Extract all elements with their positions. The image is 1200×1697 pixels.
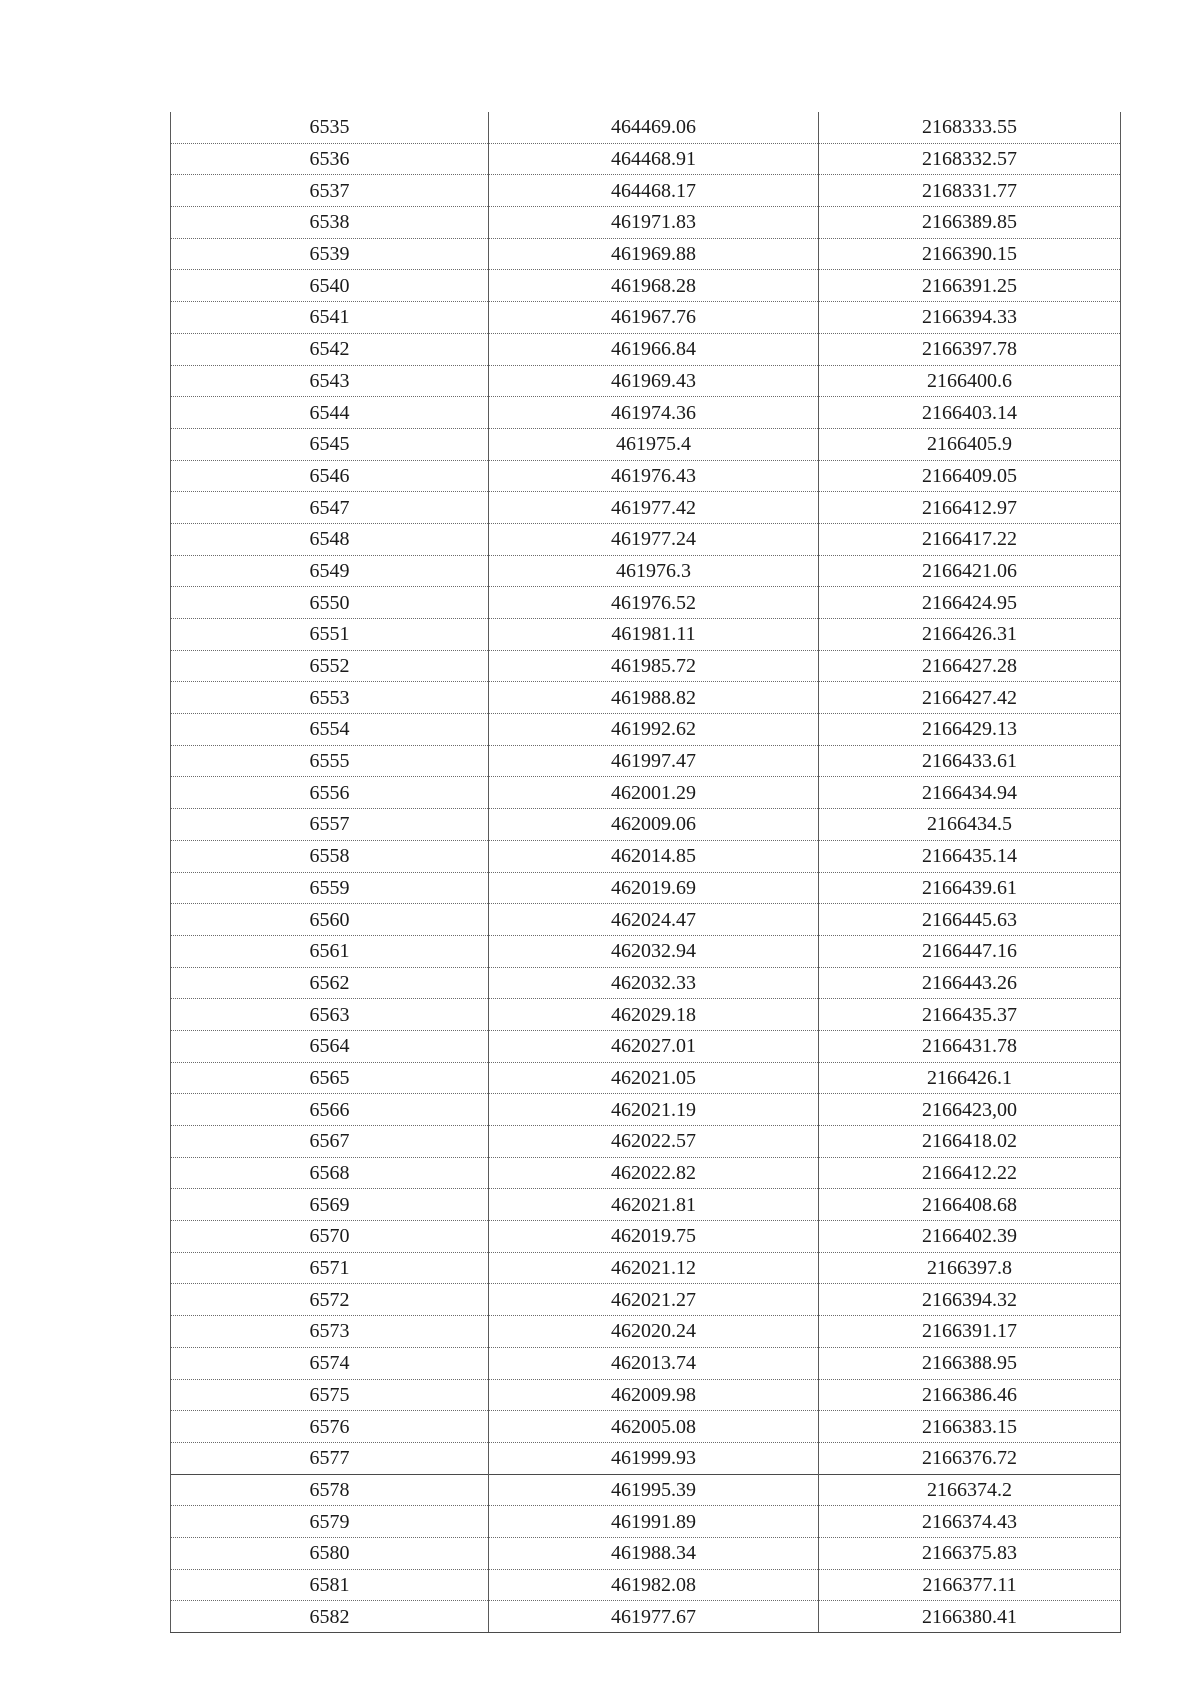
y-coordinate-cell: 2166443.26 [819, 967, 1121, 999]
table-row [171, 904, 1121, 936]
x-coordinate-cell: 462019.75 [489, 1221, 819, 1253]
y-coordinate-cell: 2168331.77 [819, 175, 1121, 207]
table-row [171, 175, 1121, 207]
y-coordinate-cell: 2166380.41 [819, 1601, 1121, 1633]
point-number-cell: 6550 [171, 587, 489, 619]
x-coordinate-cell: 461977.67 [489, 1601, 819, 1633]
table-row [171, 999, 1121, 1031]
y-coordinate-cell: 2166434.5 [819, 809, 1121, 841]
x-coordinate-cell: 464468.91 [489, 143, 819, 175]
point-number-cell: 6556 [171, 777, 489, 809]
point-number-cell: 6569 [171, 1189, 489, 1221]
y-coordinate-cell: 2166391.25 [819, 270, 1121, 302]
x-coordinate-cell: 461988.82 [489, 682, 819, 714]
y-coordinate-cell: 2166435.14 [819, 840, 1121, 872]
point-number-cell: 6571 [171, 1252, 489, 1284]
x-coordinate-cell: 462027.01 [489, 1030, 819, 1062]
table-row [171, 333, 1121, 365]
x-coordinate-cell: 462001.29 [489, 777, 819, 809]
y-coordinate-cell: 2166435.37 [819, 999, 1121, 1031]
y-coordinate-cell: 2166427.42 [819, 682, 1121, 714]
x-coordinate-cell: 461967.76 [489, 302, 819, 334]
x-coordinate-cell: 461968.28 [489, 270, 819, 302]
y-coordinate-cell: 2168332.57 [819, 143, 1121, 175]
point-number-cell: 6568 [171, 1157, 489, 1189]
x-coordinate-cell: 462014.85 [489, 840, 819, 872]
point-number-cell: 6548 [171, 523, 489, 555]
x-coordinate-cell: 461988.34 [489, 1537, 819, 1569]
y-coordinate-cell: 2166374.43 [819, 1506, 1121, 1538]
table-row [171, 1189, 1121, 1221]
x-coordinate-cell: 462024.47 [489, 904, 819, 936]
x-coordinate-cell: 461969.88 [489, 238, 819, 270]
table-row [171, 302, 1121, 334]
point-number-cell: 6565 [171, 1062, 489, 1094]
point-number-cell: 6545 [171, 428, 489, 460]
y-coordinate-cell: 2166439.61 [819, 872, 1121, 904]
x-coordinate-cell: 462021.19 [489, 1094, 819, 1126]
point-number-cell: 6581 [171, 1569, 489, 1601]
y-coordinate-cell: 2166445.63 [819, 904, 1121, 936]
point-number-cell: 6555 [171, 745, 489, 777]
point-number-cell: 6579 [171, 1506, 489, 1538]
x-coordinate-cell: 464468.17 [489, 175, 819, 207]
point-number-cell: 6570 [171, 1221, 489, 1253]
x-coordinate-cell: 461971.83 [489, 207, 819, 239]
y-coordinate-cell: 2166388.95 [819, 1347, 1121, 1379]
x-coordinate-cell: 461974.36 [489, 397, 819, 429]
y-coordinate-cell: 2166377.11 [819, 1569, 1121, 1601]
table-row [171, 1347, 1121, 1379]
x-coordinate-cell: 462032.94 [489, 935, 819, 967]
y-coordinate-cell: 2166417.22 [819, 523, 1121, 555]
point-number-cell: 6535 [171, 112, 489, 143]
x-coordinate-cell: 461976.52 [489, 587, 819, 619]
table-row [171, 1316, 1121, 1348]
x-coordinate-cell: 462029.18 [489, 999, 819, 1031]
x-coordinate-cell: 461977.24 [489, 523, 819, 555]
table-row [171, 1442, 1121, 1474]
point-number-cell: 6567 [171, 1126, 489, 1158]
y-coordinate-cell: 2166424.95 [819, 587, 1121, 619]
table-row [171, 1601, 1121, 1633]
table-row [171, 840, 1121, 872]
y-coordinate-cell: 2166427.28 [819, 650, 1121, 682]
x-coordinate-cell: 462021.12 [489, 1252, 819, 1284]
x-coordinate-cell: 462009.98 [489, 1379, 819, 1411]
x-coordinate-cell: 461982.08 [489, 1569, 819, 1601]
point-number-cell: 6557 [171, 809, 489, 841]
x-coordinate-cell: 462019.69 [489, 872, 819, 904]
y-coordinate-cell: 2166434.94 [819, 777, 1121, 809]
table-row [171, 1062, 1121, 1094]
y-coordinate-cell: 2166421.06 [819, 555, 1121, 587]
table-row [171, 714, 1121, 746]
y-coordinate-cell: 2166391.17 [819, 1316, 1121, 1348]
table-row [171, 1474, 1121, 1506]
x-coordinate-cell: 462032.33 [489, 967, 819, 999]
x-coordinate-cell: 461981.11 [489, 619, 819, 651]
table-row [171, 1506, 1121, 1538]
y-coordinate-cell: 2166433.61 [819, 745, 1121, 777]
table-row [171, 1030, 1121, 1062]
table-row [171, 1157, 1121, 1189]
point-number-cell: 6575 [171, 1379, 489, 1411]
point-number-cell: 6558 [171, 840, 489, 872]
y-coordinate-cell: 2166429.13 [819, 714, 1121, 746]
table-row [171, 270, 1121, 302]
point-number-cell: 6536 [171, 143, 489, 175]
point-number-cell: 6554 [171, 714, 489, 746]
point-number-cell: 6562 [171, 967, 489, 999]
y-coordinate-cell: 2166402.39 [819, 1221, 1121, 1253]
table-row [171, 1537, 1121, 1569]
x-coordinate-cell: 462020.24 [489, 1316, 819, 1348]
table-row [171, 619, 1121, 651]
point-number-cell: 6566 [171, 1094, 489, 1126]
y-coordinate-cell: 2166386.46 [819, 1379, 1121, 1411]
x-coordinate-cell: 462009.06 [489, 809, 819, 841]
x-coordinate-cell: 461976.3 [489, 555, 819, 587]
point-number-cell: 6577 [171, 1442, 489, 1474]
table-row [171, 967, 1121, 999]
table-row [171, 682, 1121, 714]
table-row [171, 460, 1121, 492]
table-row [171, 1221, 1121, 1253]
point-number-cell: 6574 [171, 1347, 489, 1379]
x-coordinate-cell: 461995.39 [489, 1474, 819, 1506]
point-number-cell: 6560 [171, 904, 489, 936]
table-row [171, 650, 1121, 682]
x-coordinate-cell: 462022.57 [489, 1126, 819, 1158]
table-row [171, 872, 1121, 904]
table-row [171, 492, 1121, 524]
point-number-cell: 6544 [171, 397, 489, 429]
point-number-cell: 6540 [171, 270, 489, 302]
table-row [171, 1411, 1121, 1443]
y-coordinate-cell: 2166412.97 [819, 492, 1121, 524]
y-coordinate-cell: 2166397.78 [819, 333, 1121, 365]
table-row [171, 143, 1121, 175]
table-row [171, 112, 1121, 143]
table-row [171, 207, 1121, 239]
table-row [171, 809, 1121, 841]
y-coordinate-cell: 2166375.83 [819, 1537, 1121, 1569]
point-number-cell: 6553 [171, 682, 489, 714]
table-row [171, 238, 1121, 270]
point-number-cell: 6549 [171, 555, 489, 587]
x-coordinate-cell: 461975.4 [489, 428, 819, 460]
point-number-cell: 6552 [171, 650, 489, 682]
x-coordinate-cell: 461977.42 [489, 492, 819, 524]
y-coordinate-cell: 2166431.78 [819, 1030, 1121, 1062]
point-number-cell: 6546 [171, 460, 489, 492]
point-number-cell: 6572 [171, 1284, 489, 1316]
y-coordinate-cell: 2166383.15 [819, 1411, 1121, 1443]
point-number-cell: 6537 [171, 175, 489, 207]
y-coordinate-cell: 2166374.2 [819, 1474, 1121, 1506]
point-number-cell: 6564 [171, 1030, 489, 1062]
x-coordinate-cell: 462021.05 [489, 1062, 819, 1094]
point-number-cell: 6573 [171, 1316, 489, 1348]
table-row [171, 1126, 1121, 1158]
point-number-cell: 6561 [171, 935, 489, 967]
point-number-cell: 6543 [171, 365, 489, 397]
y-coordinate-cell: 2166447.16 [819, 935, 1121, 967]
point-number-cell: 6539 [171, 238, 489, 270]
y-coordinate-cell: 2166423,00 [819, 1094, 1121, 1126]
table-row [171, 1379, 1121, 1411]
table-row [171, 555, 1121, 587]
y-coordinate-cell: 2166412.22 [819, 1157, 1121, 1189]
x-coordinate-cell: 462022.82 [489, 1157, 819, 1189]
table-row [171, 428, 1121, 460]
table-row [171, 745, 1121, 777]
y-coordinate-cell: 2166405.9 [819, 428, 1121, 460]
x-coordinate-cell: 461992.62 [489, 714, 819, 746]
y-coordinate-cell: 2166400.6 [819, 365, 1121, 397]
y-coordinate-cell: 2166408.68 [819, 1189, 1121, 1221]
x-coordinate-cell: 462021.27 [489, 1284, 819, 1316]
point-number-cell: 6547 [171, 492, 489, 524]
x-coordinate-cell: 461999.93 [489, 1442, 819, 1474]
x-coordinate-cell: 464469.06 [489, 112, 819, 143]
table-row [171, 1284, 1121, 1316]
coordinate-table [170, 112, 1121, 1633]
y-coordinate-cell: 2168333.55 [819, 112, 1121, 143]
x-coordinate-cell: 461976.43 [489, 460, 819, 492]
y-coordinate-cell: 2166426.31 [819, 619, 1121, 651]
table-row [171, 523, 1121, 555]
table-row [171, 777, 1121, 809]
point-number-cell: 6580 [171, 1537, 489, 1569]
y-coordinate-cell: 2166376.72 [819, 1442, 1121, 1474]
point-number-cell: 6559 [171, 872, 489, 904]
x-coordinate-cell: 461997.47 [489, 745, 819, 777]
point-number-cell: 6582 [171, 1601, 489, 1633]
x-coordinate-cell: 462013.74 [489, 1347, 819, 1379]
x-coordinate-cell: 462021.81 [489, 1189, 819, 1221]
table-row [171, 1569, 1121, 1601]
table-row [171, 1252, 1121, 1284]
y-coordinate-cell: 2166426.1 [819, 1062, 1121, 1094]
x-coordinate-cell: 462005.08 [489, 1411, 819, 1443]
x-coordinate-cell: 461991.89 [489, 1506, 819, 1538]
y-coordinate-cell: 2166394.33 [819, 302, 1121, 334]
point-number-cell: 6563 [171, 999, 489, 1031]
y-coordinate-cell: 2166390.15 [819, 238, 1121, 270]
coordinate-table-body [171, 112, 1121, 1633]
point-number-cell: 6542 [171, 333, 489, 365]
table-row [171, 935, 1121, 967]
y-coordinate-cell: 2166394.32 [819, 1284, 1121, 1316]
x-coordinate-cell: 461985.72 [489, 650, 819, 682]
y-coordinate-cell: 2166397.8 [819, 1252, 1121, 1284]
point-number-cell: 6576 [171, 1411, 489, 1443]
table-row [171, 365, 1121, 397]
x-coordinate-cell: 461966.84 [489, 333, 819, 365]
point-number-cell: 6541 [171, 302, 489, 334]
y-coordinate-cell: 2166403.14 [819, 397, 1121, 429]
y-coordinate-cell: 2166409.05 [819, 460, 1121, 492]
x-coordinate-cell: 461969.43 [489, 365, 819, 397]
table-row [171, 587, 1121, 619]
y-coordinate-cell: 2166389.85 [819, 207, 1121, 239]
point-number-cell: 6578 [171, 1474, 489, 1506]
y-coordinate-cell: 2166418.02 [819, 1126, 1121, 1158]
table-row [171, 1094, 1121, 1126]
point-number-cell: 6538 [171, 207, 489, 239]
point-number-cell: 6551 [171, 619, 489, 651]
table-row [171, 397, 1121, 429]
